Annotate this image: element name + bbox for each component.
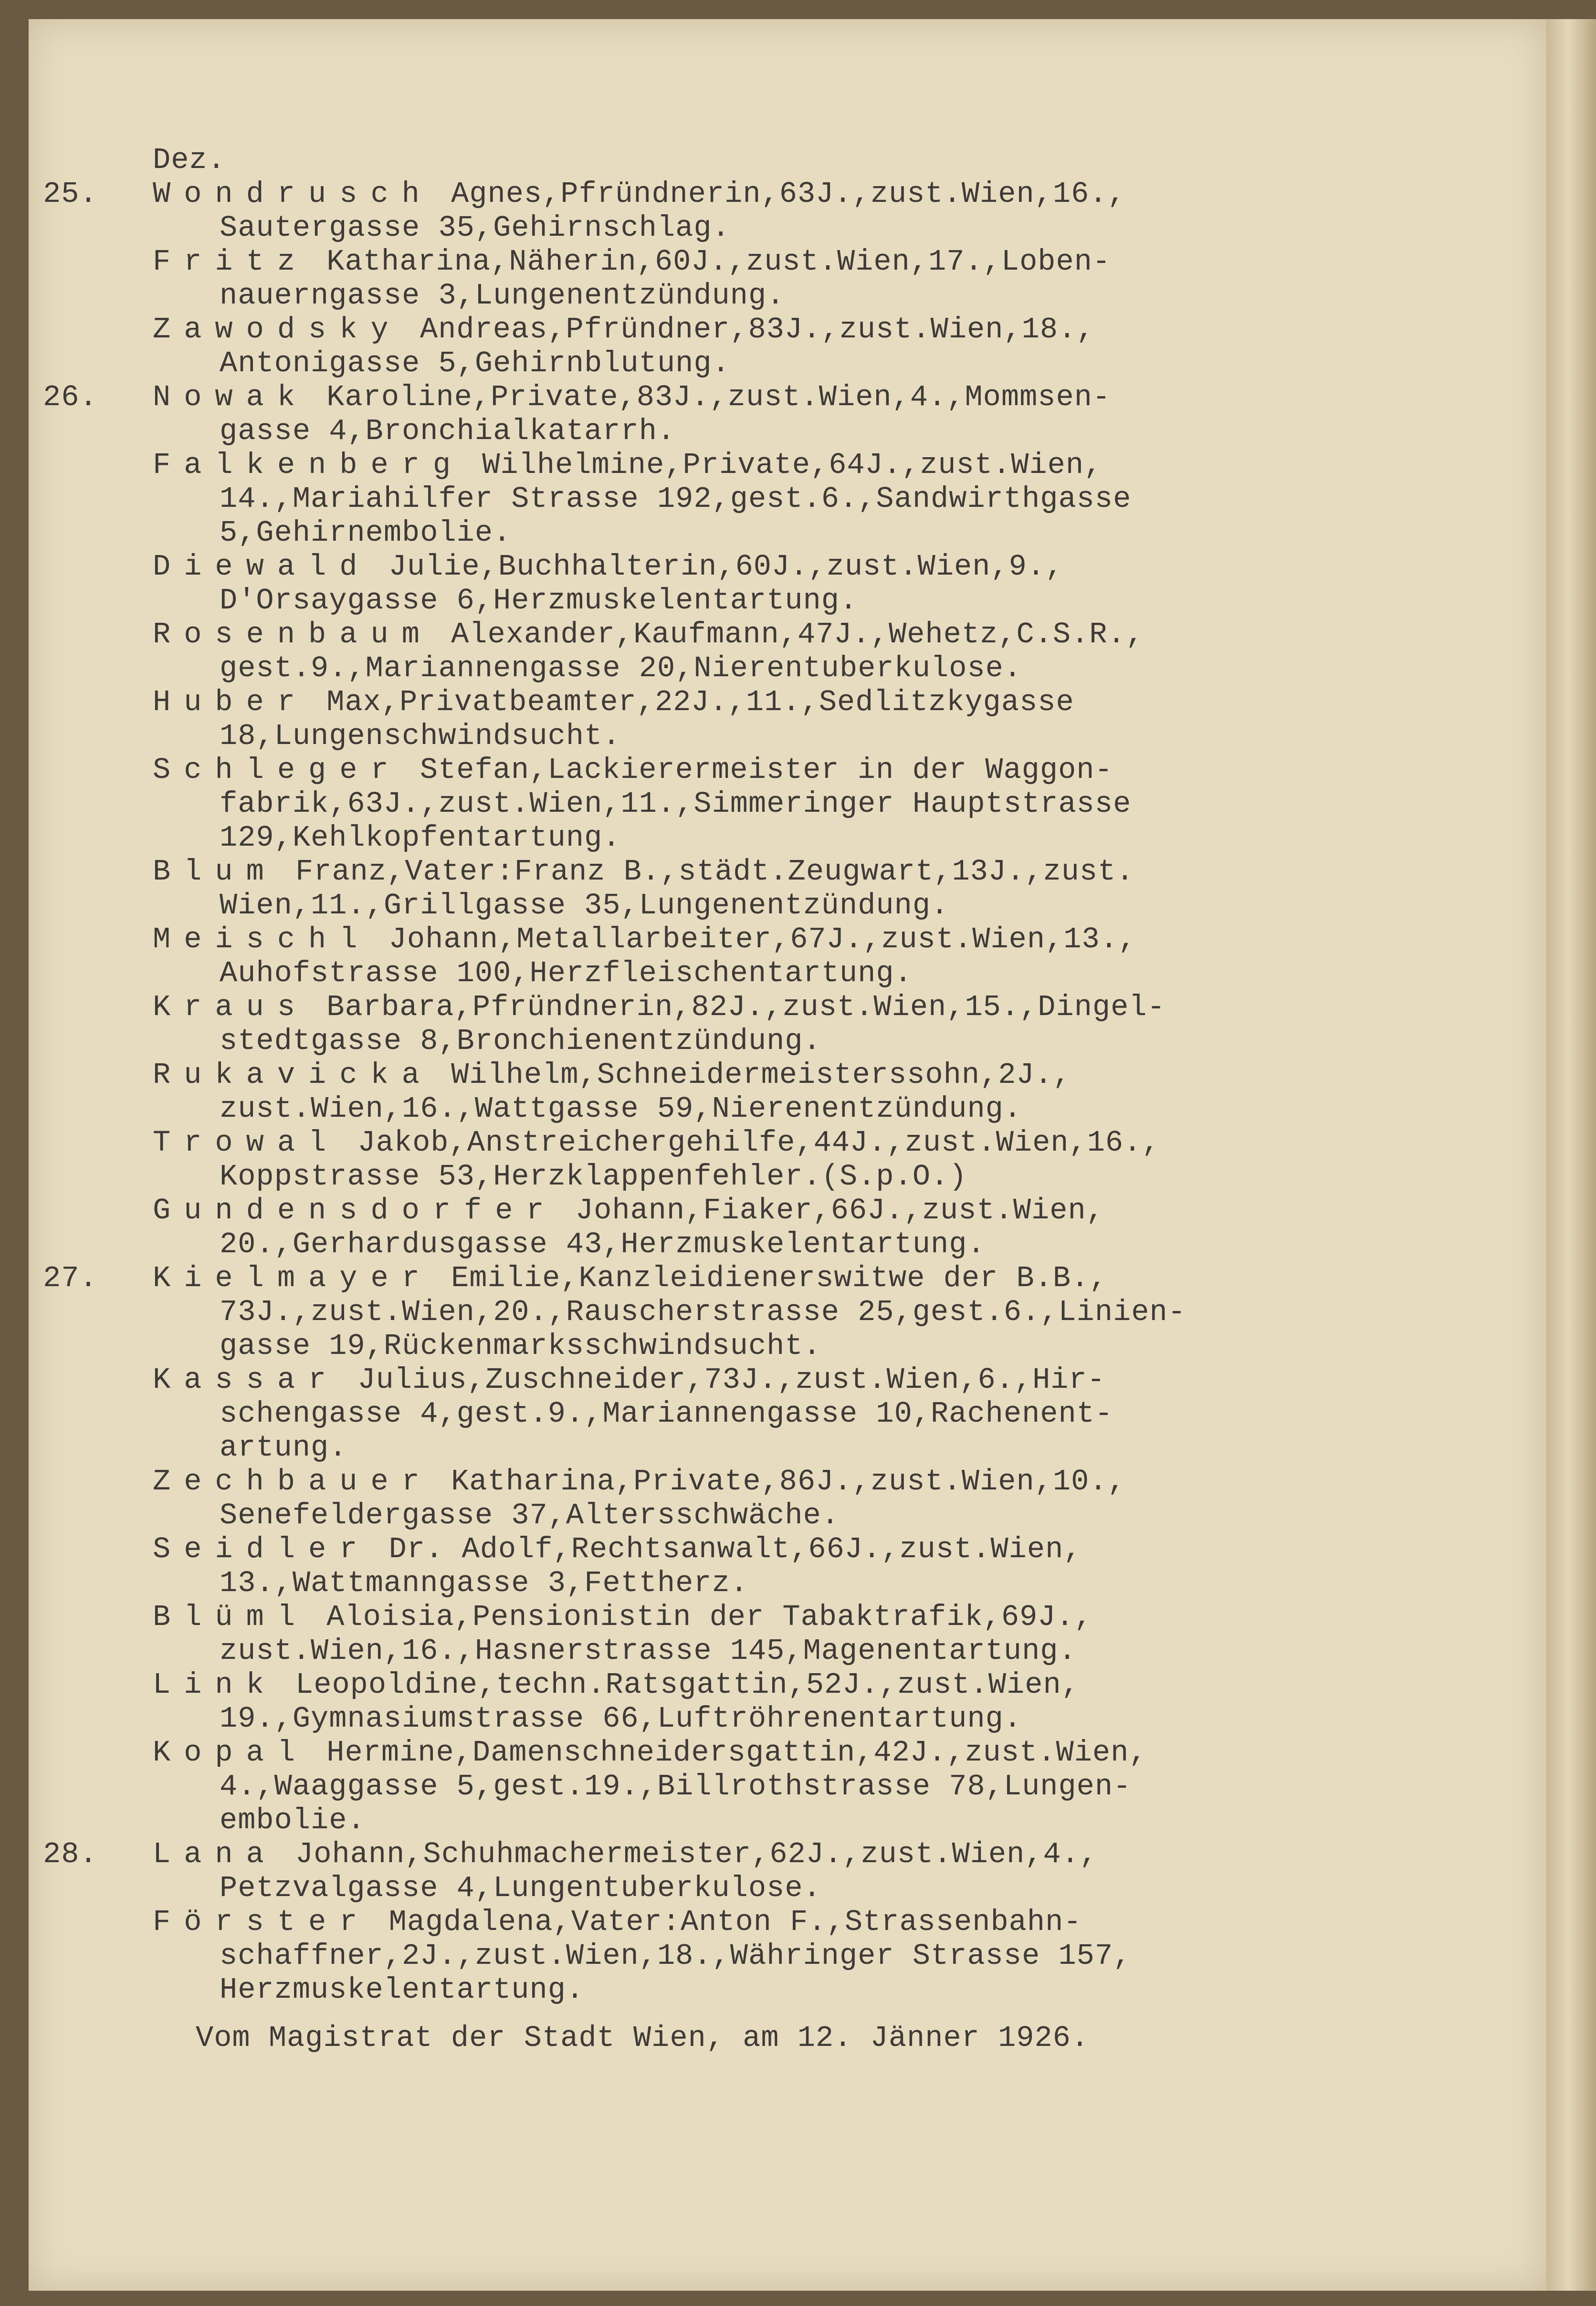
entry-surname: Zawodsky [153,313,402,346]
entry-continuation: fabrik,63J.,zust.Wien,11.,Simmeringer Hauptstrasse [220,787,1132,821]
register-entry [153,550,1186,618]
entry-continuation: 13.,Wattmanngasse 3,Fettherz. [220,1566,748,1600]
entry-first-line [153,1736,1186,1770]
entry-continuation: Antonigasse 5,Gehirnblutung. [220,346,730,380]
entry-details: Dr. Adolf,Rechtsanwalt,66J.,zust.Wien, [388,1532,1082,1566]
entry-details: Johann,Metallarbeiter,67J.,zust.Wien,13., [388,922,1137,956]
register-entry [153,1058,1186,1126]
entry-continuation: D'Orsaygasse 6,Herzmuskelentartung. [220,584,858,618]
entry-first-line [43,1261,1186,1295]
entries [43,177,1186,2007]
entry-first-line [153,448,1186,482]
book-spine [1546,19,1596,2291]
entry-continuation: 18,Lungenschwindsucht. [220,719,621,753]
entry-first-line [153,1668,1186,1702]
entry-continuation: schaffner,2J.,zust.Wien,18.,Währinger Strasse 157, [220,1939,1132,1973]
entry-continuation: artung. [220,1431,347,1465]
entry-first-line [43,177,1186,211]
footer-signature-line: Vom Magistrat der Stadt Wien, am 12. Jänner 1926. [196,2021,1090,2055]
register-entry [153,313,1186,380]
entry-first-line [43,380,1186,414]
entry-details: Katharina,Näherin,60J.,zust.Wien,17.,Loben- [326,245,1111,279]
entry-details: Emilie,Kanzleidienerswitwe der B.B., [451,1261,1108,1295]
entry-details: Johann,Fiaker,66J.,zust.Wien, [575,1194,1104,1227]
entry-surname: Diewald [153,550,371,584]
entry-continuation: embolie. [220,1803,366,1837]
entry-details: Franz,Vater:Franz B.,städt.Zeugwart,13J.,zust. [295,855,1134,889]
entry-first-line [153,753,1186,787]
entry-surname: Lana [153,1837,277,1871]
entry-continuation: nauerngasse 3,Lungenentzündung. [220,279,785,313]
register-entry [153,1532,1186,1600]
entry-first-line [153,855,1186,889]
register-entry [153,990,1186,1058]
entry-details: Katharina,Private,86J.,zust.Wien,10., [451,1465,1126,1499]
entry-surname: Trowal [153,1126,340,1160]
entry-continuation: 20.,Gerhardusgasse 43,Herzmuskelentartung. [220,1227,986,1261]
entry-surname: Meischl [153,922,371,956]
entry-details: Jakob,Anstreichergehilfe,44J.,zust.Wien,16., [357,1126,1160,1160]
entry-surname: Nowak [153,380,309,414]
entry-surname: Zechbauer [153,1465,433,1499]
entry-first-line [153,618,1186,651]
entry-day: 27. [43,1261,98,1295]
entry-first-line [153,990,1186,1024]
entry-details: Magdalena,Vater:Anton F.,Strassenbahn- [388,1905,1082,1939]
entry-surname: Falkenberg [153,448,464,482]
entry-first-line [153,1465,1186,1499]
entry-continuation: 14.,Mariahilfer Strasse 192,gest.6.,Sandwirthgasse [220,482,1132,516]
entry-continuation: gasse 4,Bronchialkatarrh. [220,414,676,448]
register-entry [153,1600,1186,1668]
entry-details: Johann,Schuhmachermeister,62J.,zust.Wien,4., [295,1837,1098,1871]
register-entry [153,1668,1186,1736]
entry-continuation: gasse 19,Rückenmarksschwindsucht. [220,1329,821,1363]
entry-day: 25. [43,177,98,211]
entry-surname: Blüml [153,1600,309,1634]
entry-details: Wilhelm,Schneidermeisterssohn,2J., [451,1058,1071,1092]
register-entry [153,1905,1186,2007]
entry-surname: Kopal [153,1736,309,1770]
register-entry [153,855,1186,922]
entry-first-line [153,1905,1186,1939]
register-entry [153,618,1186,685]
entry-surname: Wondrusch [153,177,433,211]
entry-surname: Rosenbaum [153,618,433,651]
entry-surname: Fritz [153,245,309,279]
entry-details: Agnes,Pfründnerin,63J.,zust.Wien,16., [451,177,1126,211]
entry-continuation: schengasse 4,gest.9.,Mariannengasse 10,Rachenent- [220,1397,1113,1431]
entry-surname: Seidler [153,1532,371,1566]
entry-details: Max,Privatbeamter,22J.,11.,Sedlitzkygasse [326,685,1074,719]
register-entry [153,1194,1186,1261]
entry-first-line [153,1194,1186,1227]
entry-details: Aloisia,Pensionistin der Tabaktrafik,69J., [326,1600,1092,1634]
entry-surname: Schleger [153,753,402,787]
entry-continuation: Petzvalgasse 4,Lungentuberkulose. [220,1871,821,1905]
entry-first-line [153,245,1186,279]
entry-details: Alexander,Kaufmann,47J.,Wehetz,C.S.R., [451,618,1144,651]
register-entry [153,1363,1186,1465]
entry-first-line [153,1532,1186,1566]
register-entry [153,1126,1186,1194]
entry-surname: Link [153,1668,277,1702]
register-entry [153,922,1186,990]
entry-details: Julius,Zuschneider,73J.,zust.Wien,6.,Hir- [357,1363,1105,1397]
entry-details: Wilhelmine,Private,64J.,zust.Wien, [482,448,1102,482]
entry-continuation: Auhofstrasse 100,Herzfleischentartung. [220,956,913,990]
entry-continuation: zust.Wien,16.,Hasnerstrasse 145,Magenentartung. [220,1634,1077,1668]
register-entry [153,685,1186,753]
entry-details: Julie,Buchhalterin,60J.,zust.Wien,9., [388,550,1064,584]
entry-details: Barbara,Pfründnerin,82J.,zust.Wien,15.,Dingel- [326,990,1166,1024]
entry-continuation: gest.9.,Mariannengasse 20,Nierentuberkulose. [220,651,1022,685]
entry-first-line [153,1363,1186,1397]
entry-first-line [153,1058,1186,1092]
register-entry [43,1837,1186,1905]
entry-continuation: stedtgasse 8,Bronchienentzündung. [220,1024,821,1058]
entry-continuation: Senefeldergasse 37,Altersschwäche. [220,1499,840,1532]
register-entry [153,245,1186,313]
entry-surname: Kraus [153,990,309,1024]
entry-surname: Förster [153,1905,371,1939]
entry-surname: Kielmayer [153,1261,433,1295]
death-register-list [43,143,1186,2007]
entry-continuation: Herzmuskelentartung. [220,1973,585,2007]
entry-first-line [153,1126,1186,1160]
entry-continuation: 73J.,zust.Wien,20.,Rauscherstrasse 25,gest.6.,Linien- [220,1295,1186,1329]
entry-continuation: Wien,11.,Grillgasse 35,Lungenentzündung. [220,889,949,922]
entry-surname: Rukavicka [153,1058,433,1092]
entry-continuation: 4.,Waaggasse 5,gest.19.,Billrothstrasse 78,Lungen- [220,1770,1132,1803]
entry-surname: Huber [153,685,309,719]
entry-surname: Gundensdorfer [153,1194,557,1227]
register-entry [153,1465,1186,1532]
entry-continuation: zust.Wien,16.,Wattgasse 59,Nierenentzündung. [220,1092,1022,1126]
entry-first-line [43,1837,1186,1871]
entry-details: Leopoldine,techn.Ratsgattin,52J.,zust.Wien, [295,1668,1080,1702]
month-label: Dez. [153,143,226,177]
entry-first-line [153,685,1186,719]
register-entry [153,448,1186,550]
register-entry [153,1736,1186,1837]
entry-first-line [153,922,1186,956]
entry-details: Karoline,Private,83J.,zust.Wien,4.,Mommsen- [326,380,1111,414]
register-entry [43,1261,1186,1363]
entry-day: 28. [43,1837,98,1871]
entry-continuation: Sautergasse 35,Gehirnschlag. [220,211,730,245]
register-entry [43,380,1186,448]
entry-details: Andreas,Pfründner,83J.,zust.Wien,18., [420,313,1095,346]
entry-first-line [153,1600,1186,1634]
entry-details: Hermine,Damenschneidersgattin,42J.,zust.Wien, [326,1736,1147,1770]
entry-day: 26. [43,380,98,414]
entry-continuation: 19.,Gymnasiumstrasse 66,Luftröhrenentartung. [220,1702,1022,1736]
entry-continuation: Koppstrasse 53,Herzklappenfehler.(S.p.O.) [220,1160,967,1194]
entry-surname: Kassar [153,1363,340,1397]
entry-details: Stefan,Lackierermeister in der Waggon- [420,753,1113,787]
entry-first-line [153,550,1186,584]
register-entry [153,753,1186,855]
entry-surname: Blum [153,855,277,889]
register-entry [43,177,1186,245]
entry-continuation: 5,Gehirnembolie. [220,516,512,550]
entry-first-line [153,313,1186,346]
entry-continuation: 129,Kehlkopfentartung. [220,821,621,855]
